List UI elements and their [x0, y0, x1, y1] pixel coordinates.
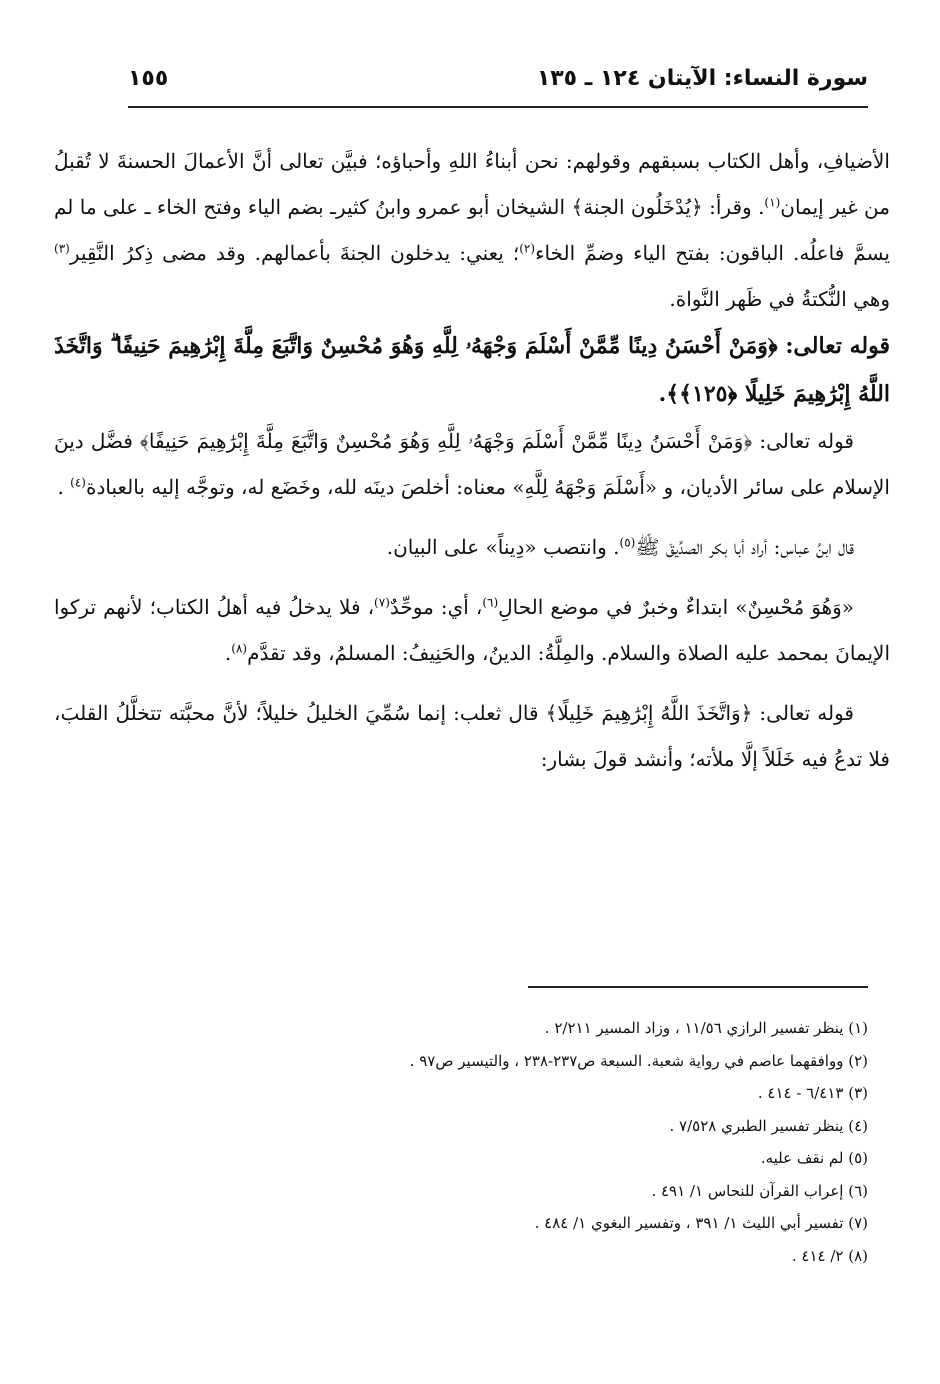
text-run: ؛ يعني: يدخلون الجنةَ بأعمالهم. وقد مضى ذِكرُ النَّقِير [69, 241, 520, 265]
text-run: . [57, 475, 71, 499]
footnote-ref-3[interactable]: (٣) [54, 241, 70, 256]
paragraph-3 [54, 524, 890, 570]
footnote-2: (٢) ووافقهما عاصم في رواية شعبة. السبعة ص٢٣٧-٢٣٨ ، والتيسير ص٩٧ . [409, 1051, 868, 1070]
footnote-ref-7[interactable]: (٧) [374, 595, 390, 610]
main-text [54, 138, 890, 782]
footnote-4: (٤) ينظر تفسير الطبري ٧/٥٢٨ . [669, 1116, 868, 1135]
header-rule [128, 106, 868, 108]
footnote-ref-6[interactable]: (٦) [482, 595, 499, 610]
footnote-ref-1[interactable]: (١) [764, 195, 781, 210]
text-run: . وقرأ: ﴿يُدْخَلُون الجنة﴾ الشيخان أبو عمرو وابنُ كثيرـ بضم الياء وفتح الخاء ـ على ما لم يسمَّ فاعلُه. الباقون: بفتح الياء وضمِّ الخاء [54, 195, 890, 265]
text-run: «وَهُوَ مُحْسِنٌ» ابتداءٌ وخبرٌ في موضع الحالِ [498, 595, 854, 619]
footnote-ref-2[interactable]: (٢) [519, 241, 536, 256]
running-title: سورة النساء: الآيتان ١٢٤ ـ ١٣٥ [536, 66, 868, 91]
footnote-5: (٥) لم نقف عليه. [760, 1149, 868, 1167]
text-run: . وانتصب «دِيناً» على البيان. [386, 535, 620, 559]
paragraph-gap [54, 510, 890, 524]
footnote-separator [528, 986, 868, 988]
text-run: الأضيافِ، وأهل الكتاب بسبقهم وقولهم: نحن أبناءُ اللهِ وأحباؤه؛ فبيَّن تعالى أنَّ الأعمالَ الحسنةَ لا تُقبلُ من غير إيمان [54, 149, 890, 219]
paragraph-5 [54, 690, 890, 782]
footnote-8: (٨) ٢/ ٤١٤ . [791, 1246, 868, 1265]
footnote-7: (٧) تفسير أبي الليث ١/ ٣٩١ ، وتفسير البغوي ١/ ٤٨٤ . [534, 1214, 868, 1232]
page-header [128, 60, 868, 108]
text-run: . [224, 641, 232, 665]
footnote-ref-4[interactable]: (٤) [70, 475, 86, 490]
paragraph-4 [54, 584, 890, 676]
text-run: ، أي: موحِّدٌ [389, 595, 483, 619]
paragraph-gap [54, 676, 890, 690]
paragraph-2 [54, 418, 890, 510]
footnote-3: (٣) ٦/٤١٣ - ٤١٤ . [757, 1084, 868, 1102]
footnotes [108, 1012, 868, 1272]
footnote-ref-8[interactable]: (٨) [231, 641, 248, 656]
text-run: قوله تعالى: ﴿وَمَنْ أَحْسَنُ دِينًا مِّمَّنْ أَسْلَمَ وَجْهَهُۥ لِلَّهِ وَهُوَ مُحْسِنٌ وَاتَّبَعَ مِلَّةَ إِبْرَٰهِيمَ حَنِيفًا﴾ فضَّل دينَ الإسلام على سائر الأديان، و «أَسْلَمَ وَجْهَهُ لِلَّهِ» معناه: أخلصَ دينَه لله، وخَضَع له، وتوجَّه إليه بالعبادة [54, 429, 890, 499]
text-run: وهي النُّكتةُ في ظَهر النَّواة. [669, 287, 890, 311]
text-run: ، فلا يدخلُ فيه أهلُ الكتاب؛ لأنهم تركوا الإيمانَ بمحمد عليه الصلاة والسلام. والمِلَّةُ: الدينُ، والحَنِيفُ: المسلمُ، وقد تقدَّم [54, 595, 890, 665]
verse-heading: قوله تعالى: ﴿وَمَنْ أَحْسَنُ دِينًا مِّمَّنْ أَسْلَمَ وَجْهَهُۥ لِلَّهِ وَهُوَ مُحْسِنٌ وَاتَّبَعَ مِلَّةَ إِبْرَٰهِيمَ حَنِيفًا ۗ وَاتَّخَذَ اللَّهُ إِبْرَٰهِيمَ خَلِيلًا ﴿١٢٥﴾﴾. [54, 333, 890, 407]
text-run: قال ابنُ عباس: أراد أبا بكر الصدِّيقَ ﷺ [635, 535, 854, 559]
text-run: قوله تعالى: ﴿وَاتَّخَذَ اللَّهُ إِبْرَٰهِيمَ خَلِيلًا﴾ قال ثعلب: إنما سُمِّيَ الخليلُ خليلاً؛ لأنَّ محبَّته تتخلَّلُ القلبَ، فلا تدعُ فيه خَلَلاً إلَّا ملأته؛ وأنشد قولَ بشار: [54, 701, 890, 771]
paragraph-1 [54, 138, 890, 322]
page-number: ١٥٥ [128, 66, 169, 91]
paragraph-gap [54, 570, 890, 584]
footnote-ref-5[interactable]: (٥) [619, 535, 636, 550]
footnote-1: (١) ينظر تفسير الرازي ١١/٥٦ ، وزاد المسير ٢/٢١١ . [544, 1019, 868, 1037]
footnote-6: (٦) إعراب القرآن للنحاس ١/ ٤٩١ . [651, 1181, 868, 1200]
